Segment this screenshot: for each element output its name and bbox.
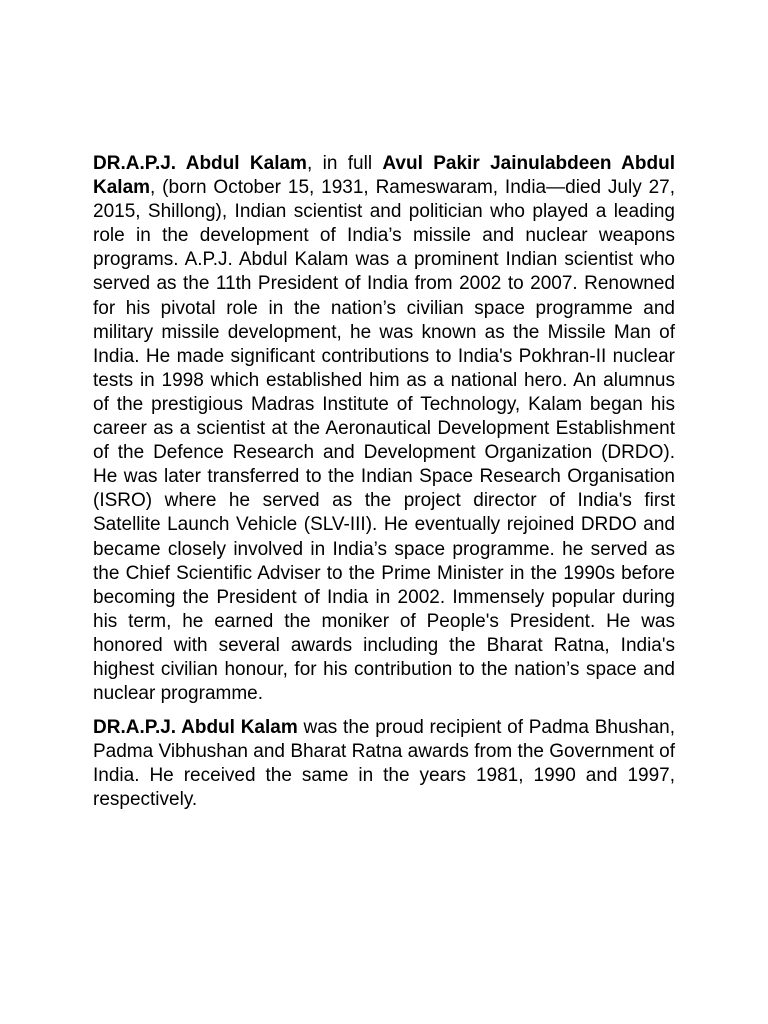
paragraph-biography <box>93 152 675 706</box>
subject-name-bold: DR.A.P.J. Abdul Kalam <box>93 153 307 174</box>
paragraph-text: , in full <box>306 153 383 174</box>
subject-name-bold: DR.A.P.J. Abdul Kalam <box>93 717 298 739</box>
full-name-bold: Avul Pakir Jainulabdeen Abdul Kalam <box>93 153 675 199</box>
paragraph-text: was the proud recipient of Padma Bhushan, Padma Vibhushan and Bharat Ratna awards from the Government of India. He received the same in the years 1981, 1990 and 1997, respectively. <box>93 717 675 811</box>
paragraph-awards <box>93 716 675 812</box>
document-body <box>93 152 675 823</box>
paragraph-text: , (born October 15, 1931, Rameswaram, India—died July 27, 2015, Shillong), Indian scientist and politician who played a leading role in the development of India’s missile and nuclear weapons programs. A.P.J. Abdul Kalam was a prominent Indian scientist who served as the 11th President of India from 2002 to 2007. Renowned for his pivotal role in the nation’s civilian space programme and military missile development, he was known as the Missile Man of India. He made significant contributions to India's Pokhran-II nuclear tests in 1998 which established him as a national hero. An alumnus of the prestigious Madras Institute of Technology, Kalam began his career as a scientist at the Aeronautical Development Establishment of the Defence Research and Development Organization (DRDO). He was later transferred to the Indian Space Research Organisation (ISRO) where he served as the project director of India's first Satellite Launch Vehicle (SLV-III). He eventually rejoined DRDO and became closely involved in India’s space programme. he served as the Chief Scientific Adviser to the Prime Minister in the 1990s before becoming the President of India in 2002. Immensely popular during his term, he earned the moniker of People's President. He was honored with several awards including the Bharat Ratna, India's highest civilian honour, for his contribution to the nation’s space and nuclear programme. <box>93 177 675 705</box>
